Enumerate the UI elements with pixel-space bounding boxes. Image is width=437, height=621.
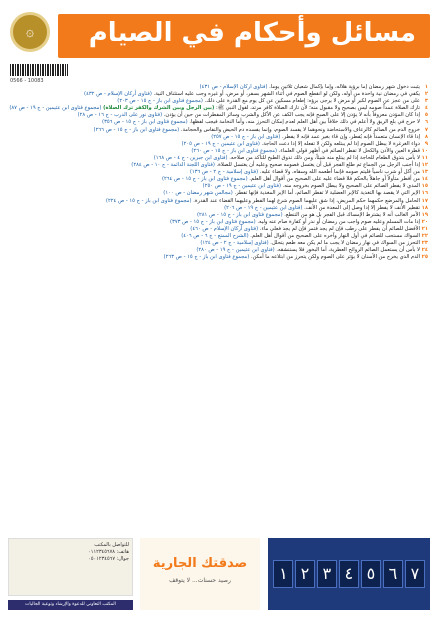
- ruling-text: لا بأس بتذوق الطعام للحاجة إذا لم يبتلع منه شيئاً، ومن ذلك تذوق الطبخ للتأكد من صلاحه.: [229, 154, 420, 161]
- ruling-number: ١٠: [421, 147, 428, 154]
- contact-line: جوال: ٠٥٠١٢٣٤٥٦٧: [88, 556, 129, 562]
- ruling-number: ٢١: [421, 225, 428, 232]
- ruling-number: ٨: [424, 133, 428, 140]
- ruling-text: تقطير الأنف لا يفطر إلا إذا وصل إلى المعدة من الأنف.: [304, 204, 420, 211]
- footer: [0, 530, 437, 621]
- ruling-number: ٩: [424, 140, 428, 147]
- ruling-hadith: (بين الرجل وبين الشرك والكفر ترك الصلاة): [103, 105, 215, 112]
- ruling-reference: (فتاوى إسلامية - ج ٢ - ص ١٢٤): [200, 240, 269, 247]
- ruling-reference: (مجموع فتاوى ابن عثيمين - ج ١٩ - ص ٨٧): [9, 105, 102, 112]
- ruling-text: يكفي في رمضان نية واحدة من أوله، ولكن لو انقطع الصوم في أثناء الشهر بسفر، أو مرض، أو غيره وجب عليه استئناف النية.: [153, 91, 420, 98]
- ruling-reference: (مجموع فتاوى ابن باز - ج ١٥ - ص ٢٦٠): [191, 147, 278, 154]
- counter-digit: ٢: [295, 560, 315, 588]
- ruling-text: على من عجز عن الصوم لكبر أو مرض لا يرجى برؤه: إطعام مسكين عن كل يوم مع القدرة على ذلك.: [204, 98, 420, 105]
- contact-info-box: [8, 538, 133, 596]
- ruling-text: لا حرج في بلع الريق ولا أعلم في ذلك خلافاً بين أهل العلم لعدم إمكان التحرز منه، وأما النخامة فيجب لفظها.: [189, 119, 420, 126]
- counter-digit: ١: [273, 560, 293, 588]
- ruling-reference: (مجموع فتاوى ابن باز - ج ١٥ - ص ٢٦٣): [163, 254, 250, 261]
- ruling-text: الأمر الغالب أنه لا يشترط الإمساك قبل الفجر بل هو من التنطع.: [284, 211, 420, 218]
- ruling-item: [8, 233, 428, 240]
- ruling-reference: (الشرح الممتع - ج ٦ - ص ٤٠٦): [181, 232, 249, 239]
- ruling-number: ٢٢: [421, 232, 428, 239]
- ruling-number: ٣: [424, 98, 428, 105]
- ruling-reference: (فتاوى نور على الدرب - ج ١٦ - ص ٢٨): [77, 112, 163, 119]
- ruling-number: ٤: [424, 105, 428, 112]
- barcode-icon: [10, 64, 68, 76]
- ruling-reference: (فتاوى ابن جبرين - ج ٤ - ص ١٦٨): [153, 154, 228, 161]
- ruling-number: ٢٥: [421, 254, 428, 261]
- ruling-item: [8, 254, 428, 261]
- ruling-text: الحامل والمرضع حكمهما حكم المريض، إذا شق عليهما الصوم شرع لهما الفطر وعليهما القضاء عند القدرة.: [193, 197, 420, 204]
- ruling-text: الإبر التي لا يقصد بها التغذية كالإبر العضلية لا تفطر الصائم، أما الإبر المغذية فإنها تفطر.: [234, 190, 420, 197]
- ruling-item: [8, 205, 428, 212]
- ruling-number: ٢: [424, 91, 428, 98]
- ruling-number: ١: [424, 84, 428, 90]
- ruling-reference: (مجموع فتاوى ابن باز - ج ١٥ - ص ٢٠٣): [117, 98, 203, 105]
- logo-icon: ۞: [10, 12, 50, 52]
- rulings-list: [8, 84, 428, 524]
- ruling-reference: (فتاوى ابن عثيمين - ج ١٩ - ص ٢٨٠): [196, 247, 275, 254]
- page-title: مسائل وأحكام في الصيام: [88, 18, 416, 48]
- ruling-number: ٥: [424, 112, 428, 119]
- ruling-text: لا بأس أن يستعمل الصائم الروائح العطرية، أما البخور فلا يستنشقه.: [276, 247, 420, 254]
- ruling-item: [8, 148, 428, 155]
- ruling-item: [8, 176, 428, 183]
- ruling-number: ١٥: [421, 183, 428, 190]
- title-banner: [58, 14, 430, 58]
- ruling-item: [8, 119, 428, 126]
- ruling-text: قطرة العين والأذن والكحل لا تفطر الصائم في أظهر قولي العلماء.: [278, 147, 420, 154]
- ruling-text: الأفضل للصائم أن يفطر على رطب فإن لم يجد فتمر فإن لم يجد فعلى ماء.: [259, 225, 420, 232]
- ruling-number: ١٩: [421, 211, 428, 218]
- ruling-number: ٢٣: [421, 240, 428, 247]
- ruling-number: ١٤: [421, 176, 428, 183]
- ruling-text: إذا أجنب الرجل من الجماع ثم طلع الفجر قبل أن يغتسل فصومه صحيح وعليه أن يغتسل للصلاة.: [216, 162, 420, 169]
- ruling-number: ١١: [421, 154, 428, 161]
- ruling-item: [8, 226, 428, 233]
- ruling-reference: (مجموع فتاوى ابن باز - ج ١٥ - ص ٢٢٤): [105, 197, 192, 204]
- ruling-text: إذا مات المسلم وعليه صوم واجب من رمضان أو نذر أو كفارة صام عنه وليه.: [257, 218, 420, 225]
- ruling-text: دواء الغرغرة لا يبطل الصوم إذا لم يبتلعه ولكن لا تفعله إلا إذا دعت الحاجة.: [261, 140, 420, 147]
- ruling-reference: (فتاوى إسلامية - ج ٢ - ص ١٣٦): [189, 169, 259, 176]
- digit-counter: [268, 538, 430, 610]
- contact-line: للتواصل بالمكتب: [94, 542, 129, 548]
- ruling-number: ١٨: [421, 204, 428, 211]
- ruling-item: [8, 190, 428, 197]
- ruling-reference: (فتاوى ابن باز - ج ١٥ - ص ٢٥٧): [211, 133, 281, 140]
- ruling-item: [8, 198, 428, 205]
- ruling-item: [8, 155, 428, 162]
- sadaqa-title: صدقتك الجارية: [152, 556, 248, 571]
- ruling-text: خروج الدم من الصائم كالرعاف والاستحاضة ونحوهما لا يفسد الصوم، وإنما يفسده دم الحيض والنفاس والحجامة.: [180, 126, 420, 133]
- ruling-number: ٦: [424, 119, 428, 126]
- ruling-reference: (فتاوى أركان الإسلام - ص ٤٣١): [199, 84, 268, 90]
- ruling-reference: (مجموع فتاوى ابن باز - ج ١٥ - ص ٢٦٦): [93, 126, 180, 133]
- ruling-number: ٧: [424, 126, 428, 133]
- ruling-text: من أفطر متأولاً أو جاهلاً بالحكم فلا قضاء عليه على الصحيح من أقوال أهل العلم.: [249, 176, 420, 183]
- ruling-item: [8, 134, 428, 141]
- header: [0, 0, 437, 68]
- ruling-reference: (مجموع فتاوى ابن باز - ج ١٥ - ص ٣٧٣): [170, 218, 256, 225]
- ruling-reference: (فتاوى ابن عثيمين - ج ١٩ - ص ٢٠٥): [181, 140, 260, 147]
- ruling-number: ١٧: [421, 197, 428, 204]
- ruling-number: ٢٤: [421, 247, 428, 254]
- barcode-number: 0566 - 10083: [10, 78, 44, 84]
- ruling-text: تارك الصلاة عمداً صومه ليس بصحيح ولا مقبول منه؛ لأن تارك الصلاة كافر مرتد، لقول النبي ﷺ:: [216, 105, 420, 112]
- ruling-number: ١٦: [421, 190, 428, 197]
- sadaqa-subtitle: رصيد حسنات... لا يتوقف: [169, 577, 231, 584]
- ruling-reference: (فتاوى اللجنة الدائمة - ج ١٠ - ص ٢٨٤): [131, 162, 215, 169]
- ruling-item: [8, 127, 428, 134]
- ruling-reference: (مجالس شهر رمضان - ص ١٠٠): [163, 190, 233, 197]
- ruling-number: ٢٠: [421, 218, 428, 225]
- ruling-reference: (فتاوى أركان الإسلام - ص ٤٦٠): [190, 225, 259, 232]
- ruling-reference: (فتاوى ابن عثيمين - ج ١٩ - ص ٢٠٦): [224, 204, 303, 211]
- ruling-reference: (مجموع فتاوى ابن باز - ج ١٥ - ص ٣٥٦): [102, 119, 188, 126]
- ruling-reference: (فتاوى أركان الإسلام - ص ٤٣٢): [84, 91, 152, 98]
- ruling-reference: (مجموع فتاوى ابن باز - ج ١٥ - ص ٢٨١): [196, 211, 283, 218]
- ruling-text: الدم الذي يخرج من الأسنان لا يؤثر على الصوم ولكن يتحرز من ابتلاعه ما أمكن.: [250, 254, 420, 261]
- counter-digit: ٦: [383, 560, 403, 588]
- ruling-item: [8, 212, 428, 219]
- counter-digit: ٥: [361, 560, 381, 588]
- ruling-reference: (مجموع فتاوى ابن باز - ج ١٥ - ص ٢٦٤): [161, 176, 248, 183]
- sadaqa-banner: [140, 538, 260, 610]
- counter-digit: ٧: [405, 560, 425, 588]
- ruling-number: ١٣: [421, 169, 428, 176]
- office-name-banner: المكتب التعاوني للدعوة والإرشاد وتوعية الجاليات: [8, 600, 133, 610]
- ruling-item: [8, 219, 428, 226]
- counter-digit: ٤: [339, 560, 359, 588]
- ruling-reference: (فتاوى ابن عثيمين - ج ١٩ - ص ٢٥٠): [202, 183, 281, 190]
- ruling-text: إذا كان المؤذن معروفاً بأنه لا يؤذن إلا على الصبح فإنه يجب الكف عن الأكل والشرب وسائر المفطرات من حين أن يؤذن.: [163, 112, 420, 119]
- ruling-text: التحرز من السواك في نهار رمضان لا يجب ما لم يكن معه طعم يتحلل.: [270, 240, 420, 247]
- ruling-text: السواك مستحب للصائم في أول النهار وآخره على الصحيح من أقوال أهل العلم.: [250, 232, 420, 239]
- ruling-text: يثبت دخول شهر رمضان إما برؤية هلاله، وإما بإكمال شعبان ثلاثين يوماً.: [269, 84, 420, 90]
- ruling-text: المذي لا يفطر الصائم على الصحيح ولا يبطل الصوم بخروجه منه.: [282, 183, 420, 190]
- contact-line: هاتف: ٠١١٢٣٤٥٦٧٨: [88, 549, 129, 555]
- counter-digit: ٣: [317, 560, 337, 588]
- ruling-item: [8, 141, 428, 148]
- ruling-text: من أكل أو شرب ناسياً فليتم صومه فإنما أطعمه الله وسقاه، ولا قضاء عليه.: [259, 169, 420, 176]
- ruling-number: ١٢: [421, 162, 428, 169]
- ruling-text: إذا قاء الإنسان متعمداً فإنه يُفطر، وإن قاء بغير عمد فإنه لا يفطر.: [281, 133, 420, 140]
